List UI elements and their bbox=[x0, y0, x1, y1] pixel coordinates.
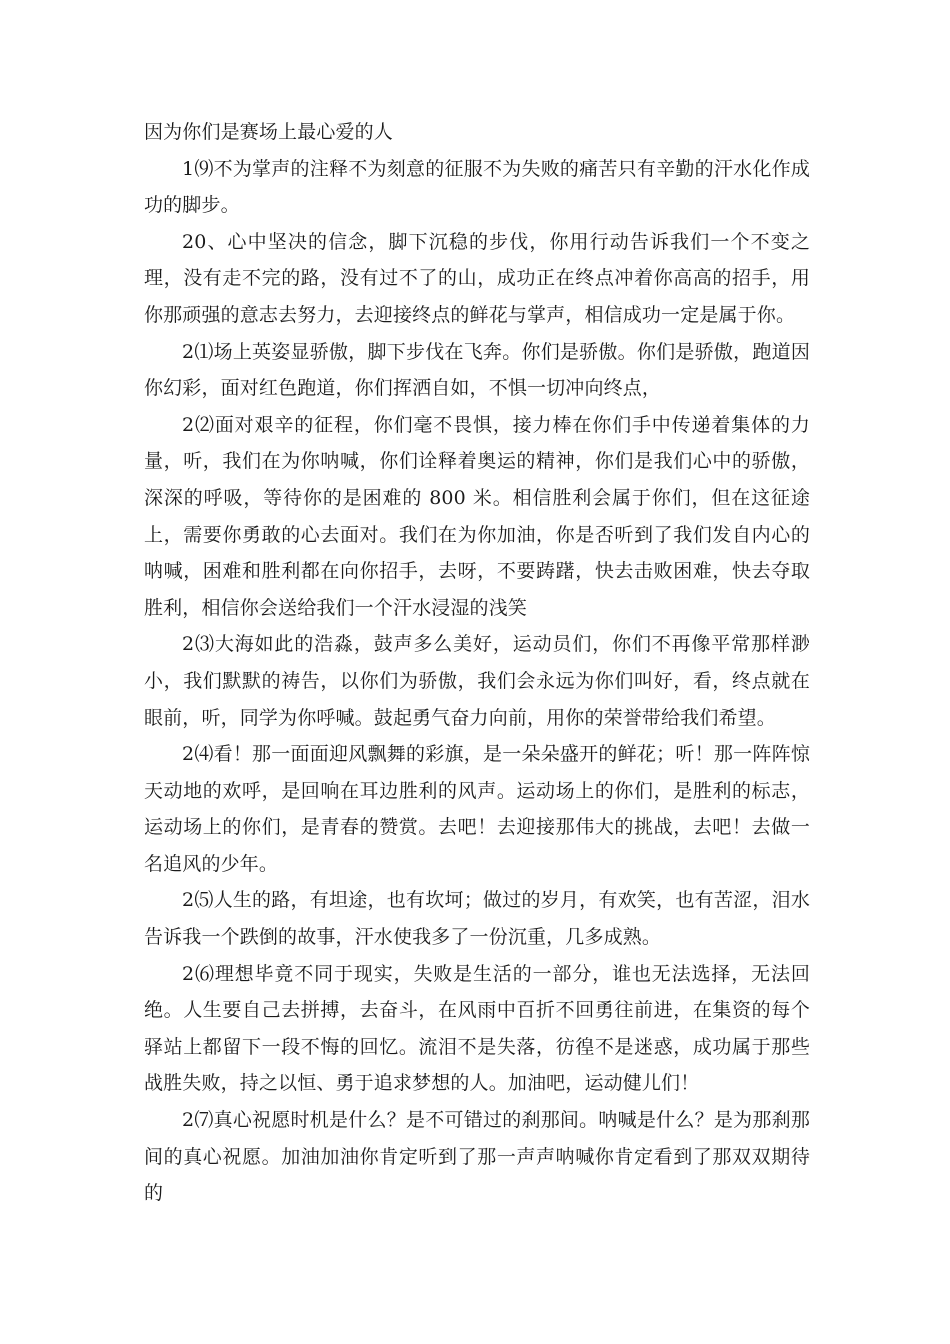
paragraph-continuation: 因为你们是赛场上最心爱的人 bbox=[144, 121, 393, 143]
paragraph-22: 2⑵面对艰辛的征程，你们毫不畏惧，接力棒在你们手中传递着集体的力量，听，我们在为你呐喊，你们诠释着奥运的精神，你们是我们心中的骄傲，深深的呼吸，等待你的是困难的 800 米。相信胜利会属于你们，但在这征途上，需要你勇敢的心去面对。我们在为你加油，你是否听到了我们发自内心的呐喊，困难和胜利都在向你招手，去呀，不要踌躇，快去击败困难，快去夺取胜利，相信你会送给我们一个汗水浸湿的浅笑 bbox=[144, 413, 810, 619]
paragraph-20: 20、心中坚决的信念，脚下沉稳的步伐，你用行动告诉我们一个不变之理，没有走不完的路，没有过不了的山，成功正在终点冲着你高高的招手，用你那顽强的意志去努力，去迎接终点的鲜花与掌声，相信成功一定是属于你。 bbox=[144, 230, 810, 326]
paragraph-23: 2⑶大海如此的浩淼，鼓声多么美好，运动员们，你们不再像平常那样渺小，我们默默的祷告，以你们为骄傲，我们会永远为你们叫好，看，终点就在眼前，听，同学为你呼喊。鼓起勇气奋力向前，用你的荣誉带给我们希望。 bbox=[144, 633, 810, 729]
paragraph-26: 2⑹理想毕竟不同于现实，失败是生活的一部分，谁也无法选择，无法回绝。人生要自己去拼搏，去奋斗，在风雨中百折不回勇往前进，在集资的每个驿站上都留下一段不悔的回忆。流泪不是失落，彷徨不是迷惑，成功属于那些战胜失败，持之以恒、勇于追求梦想的人。加油吧，运动健儿们！ bbox=[144, 962, 810, 1095]
paragraph-21: 2⑴场上英姿显骄傲，脚下步伐在飞奔。你们是骄傲。你们是骄傲，跑道因你幻彩，面对红色跑道，你们挥洒自如，不惧一切冲向终点， bbox=[144, 340, 810, 400]
paragraph-19: 1⑼不为掌声的注释不为刻意的征服不为失败的痛苦只有辛勤的汗水化作成功的脚步。 bbox=[144, 157, 810, 217]
paragraph-24: 2⑷看！那一面面迎风飘舞的彩旗，是一朵朵盛开的鲜花；听！那一阵阵惊天动地的欢呼，是回响在耳边胜利的风声。运动场上的你们，是胜利的标志，运动场上的你们，是青春的赞赏。去吧！去迎接那伟大的挑战，去吧！去做一名追风的少年。 bbox=[144, 743, 810, 875]
paragraph-25: 2⑸人生的路，有坦途，也有坎坷；做过的岁月，有欢笑，也有苦涩，泪水告诉我一个跌倒的故事，汗水使我多了一份沉重，几多成熟。 bbox=[144, 889, 810, 949]
paragraph-27: 2⑺真心祝愿时机是什么？是不可错过的刹那间。呐喊是什么？是为那刹那间的真心祝愿。加油加油你肯定听到了那一声声呐喊你肯定看到了那双双期待的 bbox=[144, 1109, 810, 1205]
document-body bbox=[144, 114, 810, 1212]
